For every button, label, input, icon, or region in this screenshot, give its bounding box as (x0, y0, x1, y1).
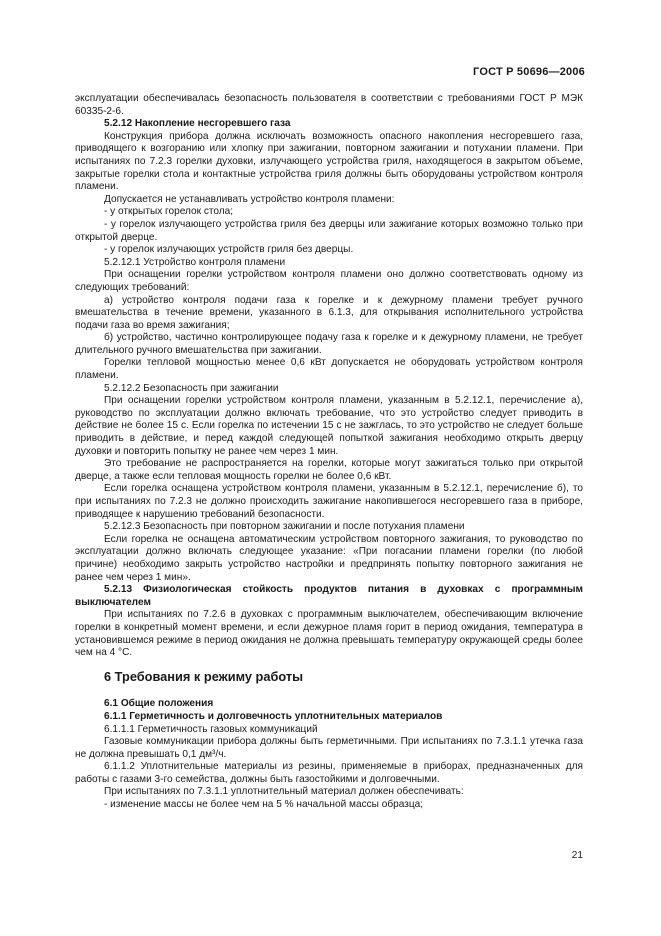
document-body (75, 93, 583, 812)
section-heading: 6 Требования к режиму работы (104, 668, 304, 684)
paragraph: 5.2.12.2 Безопасность при зажигании (104, 382, 279, 394)
paragraph: 6.1.1.2 Уплотнительные материалы из резины, применяемые в приборах, предназначенных для работы с газами 3-го семейства, должны быть газостойкими и долговечными. (75, 761, 583, 785)
paragraph: При испытаниях по 7.2.6 в духовках с программным выключателем, обеспечивающим включение горелки в конкретный момент времени, и если дежурное пламя горит в период ожидания, температура в установившемся режиме в период ожидания не должна превышать температуру окружающей среды более чем на 4 °С. (75, 609, 583, 659)
paragraph: Если горелка оснащена устройством контроля пламени, указанным в 5.2.12.1, перечисление б), то при испытаниях по 7.2.3 не должно происходить зажигание накопившегося несгоревшего газа в приборе, приводящее к нарушению требований безопасности. (75, 483, 583, 520)
paragraph: эксплуатации обеспечивалась безопасность пользователя в соответствии с требованиями ГОСТ Р МЭК 60335-2-6. (75, 93, 583, 117)
paragraph: Это требование не распространяется на горелки, которые могут зажигаться только при открытой дверце, а также если тепловая мощность горелки не более 0,6 кВт. (75, 458, 583, 482)
paragraph: Допускается не устанавливать устройство контроля пламени: (104, 193, 395, 205)
paragraph: - изменение массы не более чем на 5 % начальной массы образца; (104, 799, 424, 811)
paragraph: При испытаниях по 7.3.1.1 уплотнительный материал должен обеспечивать: (104, 786, 464, 798)
paragraph: Горелки тепловой мощностью менее 0,6 кВт допускается не оборудовать устройством контроля пламени. (75, 357, 583, 382)
page-number: 21 (571, 850, 583, 861)
paragraph: 5.2.12.3 Безопасность при повторном зажигании и после потухания пламени (104, 521, 465, 533)
paragraph: 6.1.1.1 Герметичность газовых коммуникаций (104, 723, 318, 735)
paragraph: - у горелок излучающего устройства гриля без дверцы или зажигание которых возможно только при открытой дверце. (75, 218, 583, 243)
clause-heading: 6.1 Общие положения (104, 698, 214, 710)
paragraph: - у горелок излучающих устройств гриля без дверцы. (104, 244, 354, 256)
paragraph: а) устройство контроля подачи газа к горелке и к дежурному пламени требует ручного вмешательства в течение времени, указанного в 6.1.3, для открывания исполнительного устройства подачи газа во время зажигания; (75, 294, 583, 331)
paragraph: б) устройство, частично контролирующее подачу газа к горелке и к дежурному пламени, не требует длительного ручного вмешательства при зажигании. (75, 332, 583, 356)
paragraph: 5.2.12.1 Устройство контроля пламени (104, 256, 286, 268)
document-header: ГОСТ Р 50696—2006 (473, 66, 585, 78)
paragraph: При оснащении горелки устройством контроля пламени оно должно соответствовать одному из следующих требований: (75, 269, 583, 293)
paragraph: Если горелка не оснащена автоматическим устройством повторного зажигания, то руководство по эксплуатации должно включать следующее указание: «При погасании пламени горелки (по любой причине) необходимо закрыть устройство настройки и предпринять попытку повторного зажигания не ранее чем через 1 мин». (75, 533, 583, 583)
clause-heading: 6.1.1 Герметичность и долговечность уплотнительных материалов (104, 710, 443, 722)
paragraph: Конструкция прибора должна исключать возможность опасного накопления несгоревшего газа, приводящего к возгоранию или хлопку при зажигании, повторном зажигании и потухании пламени. При испытаниях по 7.2.3 горелки духовки, излучающего устройства гриля, находящегося в закрытом объеме, закрытые горелки стола и контактные устройства гриля должны быть оборудованы устройством контроля пламени. (75, 130, 583, 193)
paragraph: - у открытых горелок стола; (104, 206, 234, 218)
paragraph: При оснащении горелки устройством контроля пламени, указанным в 5.2.12.1, перечисление а), руководство по эксплуатации должно включать требование, что это устройство следует приводить в действие не более 15 с. Если горелка по истечении 15 с не зажглась, то это устройство не следует больше приводить в действие, и перед каждой следующей попыткой зажигания необходимо открыть дверцу духовки и повторить попытку не ранее чем через 1 мин. (75, 395, 583, 457)
clause-heading: 5.2.12 Накопление несгоревшего газа (104, 118, 291, 130)
paragraph: Газовые коммуникации прибора должны быть герметичными. При испытаниях по 7.3.1.1 утечка газа не должна превышать 0,1 дм³/ч. (75, 736, 583, 760)
clause-heading: 5.2.13 Физиологическая стойкость продуктов питания в духовках с программным выключателем (75, 584, 583, 608)
